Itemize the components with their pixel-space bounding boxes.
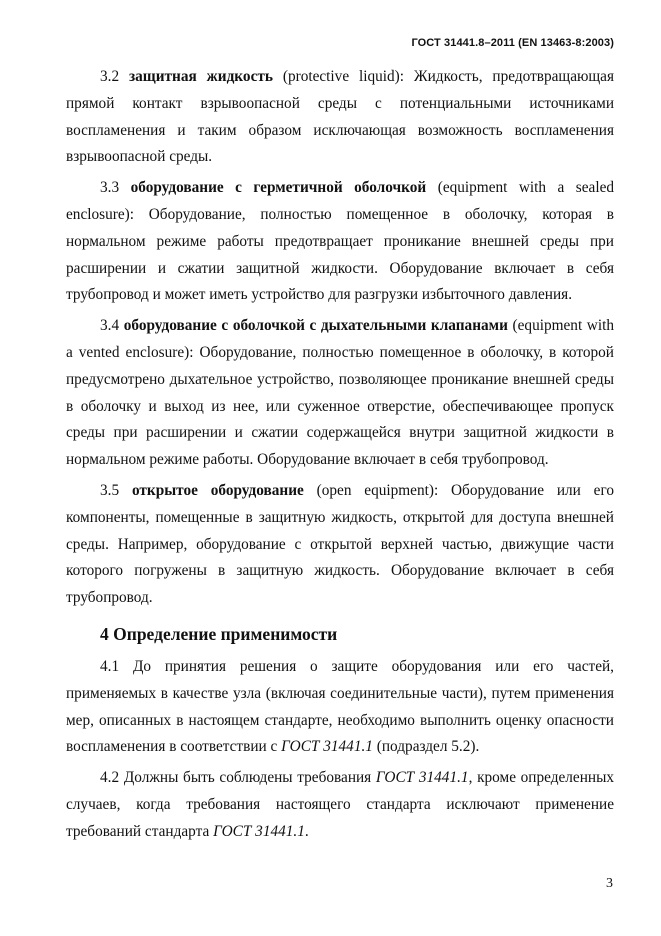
clause-text: До принятия решения о защите оборудования или его частей, применяемых в качестве узла (включая соединительные части), путем применения мер, описанных в настоящем стандарте, необходимо выполнить оценку опасности воспламенения в соответствии с bbox=[66, 657, 615, 756]
clause-text: Должны быть соблюдены требования bbox=[123, 769, 372, 787]
paragraph-3-5 bbox=[66, 478, 614, 612]
standard-reference: ГОСТ 31441.1 bbox=[375, 769, 469, 787]
paragraph-4-2 bbox=[66, 765, 614, 845]
term-sealed-enclosure: оборудование с герметичной оболочкой bbox=[130, 179, 427, 197]
clause-number: 3.4 bbox=[100, 317, 120, 335]
clause-number: 4.1 bbox=[100, 657, 120, 675]
clause-tail: (подраздел 5.2). bbox=[376, 738, 480, 756]
clause-number: 3.5 bbox=[100, 481, 120, 499]
clause-tail: . bbox=[304, 822, 309, 840]
paragraph-4-1 bbox=[66, 654, 614, 761]
term-vented-enclosure: оборудование с оболочкой с дыхательными клапанами bbox=[123, 317, 508, 335]
definition-text: (open equipment): Оборудование или его компоненты, помещенные в защитную жидкость, открытой для доступа внешней среды. Например, оборудование с открытой верхней частью, движущие части которого погружены в защитную жидкость. Оборудование включает в себя трубопровод. bbox=[66, 481, 614, 607]
term-protective-liquid: защитная жидкость bbox=[129, 68, 273, 85]
section-heading: 4 Определение применимости bbox=[100, 623, 338, 644]
paragraph-3-3 bbox=[66, 175, 614, 309]
clause-number: 3.2 bbox=[100, 68, 120, 85]
term-open-equipment: открытое оборудование bbox=[131, 481, 304, 499]
page-number: 3 bbox=[606, 876, 613, 891]
clause-middle: , кроме определенных случаев, когда требования настоящего стандарта исключают применение требований стандарта bbox=[66, 769, 615, 840]
definition-text: (protective liquid): Жидкость, предотвращающая прямой контакт взрывоопасной среды с потенциальными источниками воспламенения и таким образом исключающая возможность воспламенения взрывоопасной среды. bbox=[66, 68, 615, 166]
document-body bbox=[66, 64, 614, 850]
standard-reference-2: ГОСТ 31441.1 bbox=[213, 822, 305, 840]
clause-number: 4.2 bbox=[100, 769, 120, 787]
document-header: ГОСТ 31441.8–2011 (EN 13463-8:2003) bbox=[411, 37, 614, 49]
paragraph-3-4 bbox=[66, 313, 614, 474]
definition-text: (equipment with a vented enclosure): Оборудование, полностью помещенное в оболочку, в которой предусмотрено дыхательное устройство, позволяющее проникание внешней среды в оболочку и выход из нее, или суженное отверстие, обеспечивающее пропуск среды при расширении и сжатии содержащейся внутри защитной жидкости в нормальном режиме работы. Оборудование включает в себя трубопровод. bbox=[66, 317, 615, 469]
standard-reference: ГОСТ 31441.1 bbox=[281, 738, 373, 756]
paragraph-3-2 bbox=[66, 64, 614, 171]
definition-text: (equipment with a sealed enclosure): Оборудование, полностью помещенное в оболочку, которая в нормальном режиме работы предотвращает проникание внешней среды при расширении и сжатии защитной жидкости. Оборудование включает в себя трубопровод и может иметь устройство для разгрузки избыточного давления. bbox=[66, 179, 615, 304]
clause-number: 3.3 bbox=[100, 179, 120, 197]
